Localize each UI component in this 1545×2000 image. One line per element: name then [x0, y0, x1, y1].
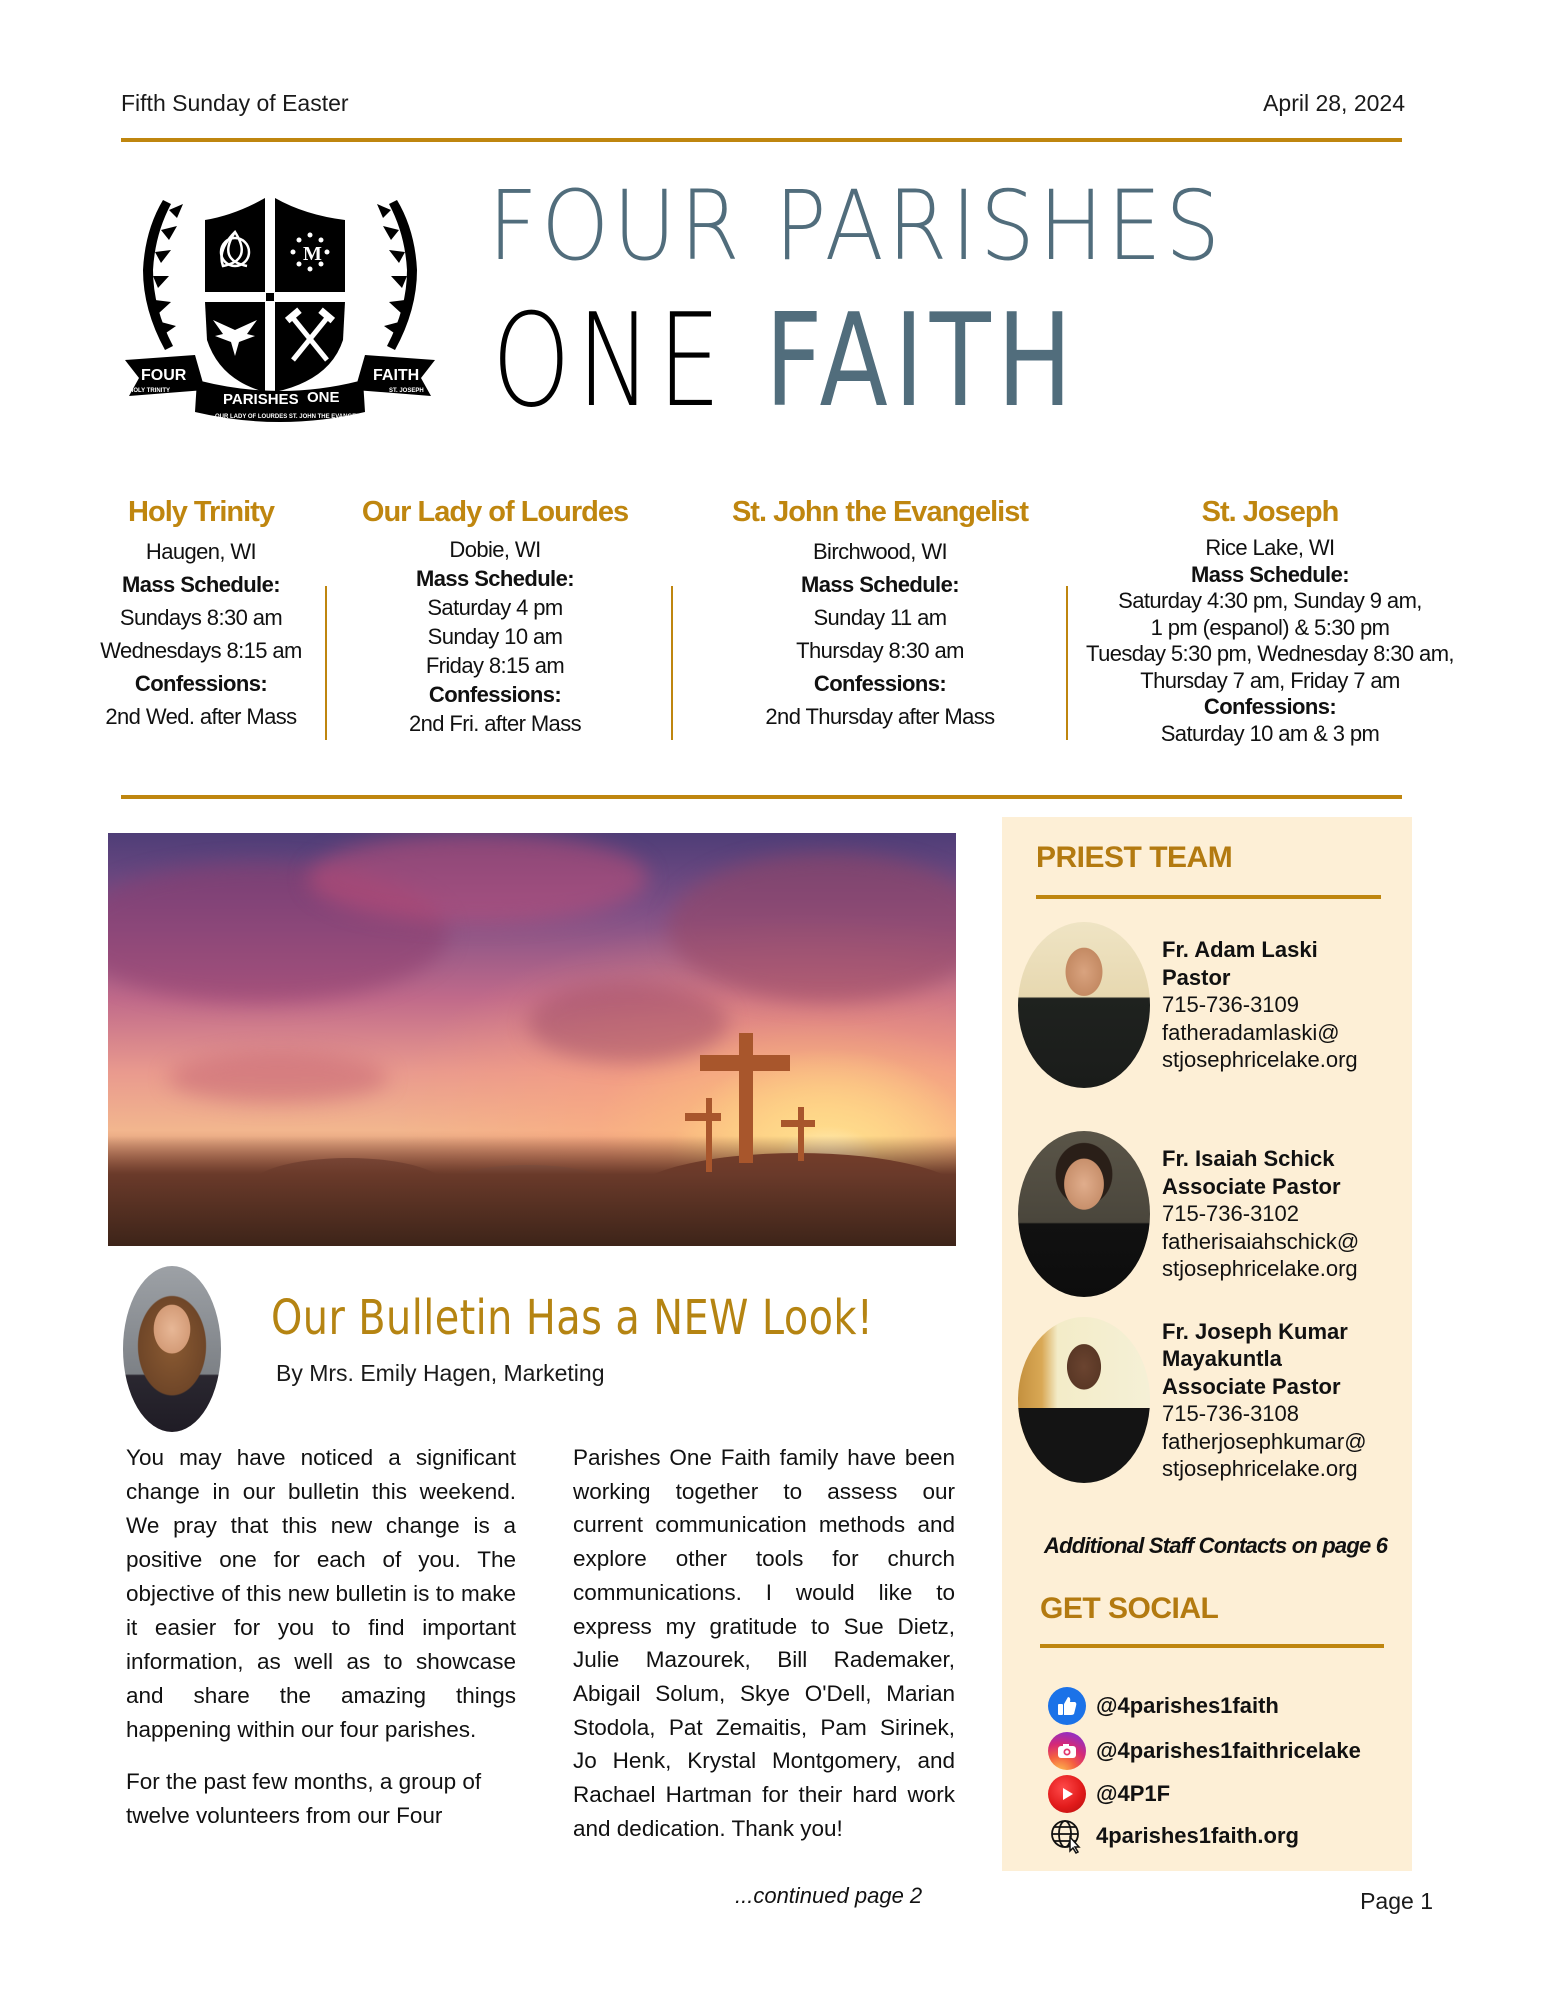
four-parishes-crest-logo: [125, 190, 435, 425]
parish-holy-trinity: [96, 496, 306, 733]
priest-name: Fr. Isaiah Schick: [1162, 1146, 1335, 1172]
social-handle: @4P1F: [1096, 1781, 1171, 1806]
svg-text:OUR LADY OF LOURDES ST. JOHN: OUR LADY OF LOURDES ST. JOHN THE EVANGELIST: [215, 414, 370, 420]
priest-photo: [1018, 1131, 1150, 1297]
social-youtube[interactable]: [1048, 1775, 1170, 1813]
parish-name: St. John the Evangelist: [731, 496, 1029, 528]
email-user: fatherisaiahschick@: [1162, 1228, 1360, 1254]
article-paragraph: For the past few months, a group of twelve volunteers from our Four: [126, 1769, 482, 1828]
priest-team-heading: PRIEST TEAM: [1036, 841, 1233, 874]
email-domain: stjosephricelake.org: [1162, 1456, 1358, 1481]
youtube-icon: [1048, 1775, 1086, 1813]
confession-time: Saturday 10 am & 3 pm: [1160, 720, 1380, 746]
email-domain: stjosephricelake.org: [1162, 1047, 1358, 1073]
mass-schedule-label: Mass Schedule:: [122, 572, 280, 597]
priest-phone[interactable]: 715-736-3102: [1162, 1201, 1300, 1227]
svg-text:FAITH: FAITH: [373, 367, 420, 384]
header-divider: [121, 138, 1402, 142]
priest-email[interactable]: [1162, 1228, 1359, 1283]
social-handle: @4parishes1faith: [1096, 1693, 1279, 1718]
parish-st-john-the-evangelist: [720, 496, 1040, 733]
parish-location: Birchwood, WI: [812, 539, 948, 564]
article-paragraph: Parishes One Faith family have been working together to assess our current communication methods and explore other tools for church communications. I would like to express my gratitude to Sue Dietz, Julie Mazourek, Bill Rademaker, Abigail Solum, Skye O'Dell, Marian Stodola, Pat Zemaitis, Pam Sirinek, Jo Henk, Krystal Montgomery, and Rachael Hartman for their hard work and dedication. Thank you!: [573, 1445, 955, 1841]
parish-location: Rice Lake, WI: [1205, 535, 1335, 560]
confessions-label: Confessions:: [428, 682, 562, 707]
social-instagram[interactable]: [1048, 1732, 1361, 1770]
social-handle: @4parishes1faithricelake: [1096, 1738, 1361, 1763]
mass-time: Saturday 4 pm: [427, 595, 563, 620]
email-user: fatheradamlaski@: [1162, 1019, 1340, 1045]
priest-phone[interactable]: 715-736-3108: [1162, 1401, 1300, 1426]
confessions-label: Confessions:: [1203, 694, 1337, 719]
priest-photo: [1018, 1317, 1150, 1483]
mass-time: Friday 8:15 am: [425, 653, 565, 678]
mass-time: Sunday 11 am: [813, 605, 947, 630]
svg-text:PARISHES: PARISHES: [223, 391, 299, 408]
laurel-left-icon: [143, 200, 183, 350]
parishes-divider: [121, 795, 1402, 799]
masthead-line1: FOUR PARISHES: [488, 170, 1224, 282]
bulletin-date: April 28, 2024: [1263, 90, 1405, 116]
mass-time: Saturday 4:30 pm, Sunday 9 am,: [1118, 588, 1422, 613]
parish-name: Holy Trinity: [128, 496, 274, 528]
priest-email[interactable]: [1162, 1019, 1358, 1074]
crosses-sunset-image: [108, 833, 956, 1246]
svg-text:HOLY TRINITY: HOLY TRINITY: [129, 388, 171, 394]
article-byline: By Mrs. Emily Hagen, Marketing: [276, 1360, 605, 1386]
shield-icon: [205, 198, 345, 392]
article-column-2: [573, 1441, 955, 1845]
confession-time: 2nd Wed. after Mass: [105, 704, 297, 729]
author-photo-emily-hagen: [123, 1266, 221, 1432]
mass-time: Sundays 8:30 am: [119, 605, 283, 630]
svg-text:ST. JOSEPH: ST. JOSEPH: [389, 388, 424, 394]
continued-link[interactable]: ...continued page 2: [735, 1883, 923, 1908]
priest-role: Associate Pastor: [1162, 1373, 1341, 1399]
mass-time: 1 pm (espanol) & 5:30 pm: [1150, 614, 1390, 640]
mass-time: Wednesdays 8:15 am: [100, 638, 302, 663]
parish-name: Our Lady of Lourdes: [361, 496, 629, 528]
priest-card: [1018, 922, 1358, 1088]
parish-st-joseph: [1075, 496, 1465, 747]
parish-divider: [1066, 586, 1068, 740]
priest-email[interactable]: [1162, 1428, 1367, 1483]
mass-time: Sunday 10 am: [427, 624, 563, 649]
parish-location: Dobie, WI: [449, 537, 541, 562]
email-domain: stjosephricelake.org: [1162, 1256, 1358, 1282]
get-social-heading: GET SOCIAL: [1040, 1592, 1219, 1625]
mass-time: Thursday 8:30 am: [796, 638, 964, 663]
priest-name-line2: Mayakuntla: [1162, 1346, 1282, 1371]
mass-schedule-label: Mass Schedule:: [1191, 561, 1349, 587]
website-link: 4parishes1faith.org: [1096, 1823, 1299, 1848]
priest-role: Associate Pastor: [1162, 1173, 1341, 1199]
social-facebook[interactable]: [1048, 1687, 1279, 1725]
priest-card: [1018, 1317, 1367, 1483]
confessions-label: Confessions:: [134, 671, 268, 696]
parish-divider: [671, 586, 673, 740]
svg-text:ONE: ONE: [307, 389, 340, 406]
get-social-rule: [1040, 1644, 1384, 1648]
priest-photo: [1018, 922, 1150, 1088]
mass-time: Thursday 7 am, Friday 7 am: [1140, 667, 1400, 693]
instagram-icon: [1048, 1732, 1086, 1770]
additional-staff-note: Additional Staff Contacts on page 6: [1044, 1533, 1388, 1558]
sidebar-panel: [1002, 817, 1412, 1871]
priest-name: Fr. Adam Laski: [1162, 937, 1318, 963]
svg-text:M: M: [303, 243, 322, 265]
parish-location: Haugen, WI: [145, 539, 257, 564]
priest-phone[interactable]: 715-736-3109: [1162, 992, 1300, 1018]
mass-schedule-label: Mass Schedule:: [801, 572, 959, 597]
confession-time: 2nd Thursday after Mass: [765, 704, 995, 729]
masthead-faith: FAITH: [765, 287, 1079, 436]
page-number: Page 1: [1360, 1888, 1433, 1914]
mass-time: Tuesday 5:30 pm, Wednesday 8:30 am,: [1086, 641, 1454, 666]
mass-schedule-label: Mass Schedule:: [416, 566, 574, 591]
laurel-right-icon: [377, 200, 417, 350]
masthead-line2: [492, 287, 1079, 436]
facebook-like-icon: [1048, 1687, 1086, 1725]
parish-name: St. Joseph: [1201, 496, 1339, 528]
confessions-label: Confessions:: [813, 671, 947, 696]
priest-card: [1018, 1131, 1359, 1297]
priest-role: Pastor: [1162, 964, 1231, 990]
liturgical-day: Fifth Sunday of Easter: [121, 90, 349, 116]
confession-time: 2nd Fri. after Mass: [409, 711, 581, 736]
hillside: [108, 1136, 956, 1246]
masthead-one: ONE: [492, 287, 728, 436]
priest-team-rule: [1036, 895, 1381, 899]
social-website[interactable]: [1048, 1817, 1299, 1855]
email-user: fatherjosephkumar@: [1162, 1428, 1367, 1454]
parish-divider: [325, 586, 327, 740]
parish-our-lady-of-lourdes: [350, 496, 640, 738]
article-paragraph: You may have noticed a significant change in our bulletin this weekend. We pray that this new change is a positive one for each of you. The objective of this new bulletin is to make it easier for you to find important information, as well as to showcase and share the amazing things happening within our four parishes.: [126, 1445, 516, 1742]
globe-icon: [1048, 1817, 1086, 1855]
priest-name: Fr. Joseph Kumar: [1162, 1318, 1348, 1344]
article-column-1: [126, 1441, 516, 1833]
logo-four-text: FOUR: [141, 367, 187, 384]
article-title: Our Bulletin Has a NEW Look!: [271, 1290, 874, 1346]
